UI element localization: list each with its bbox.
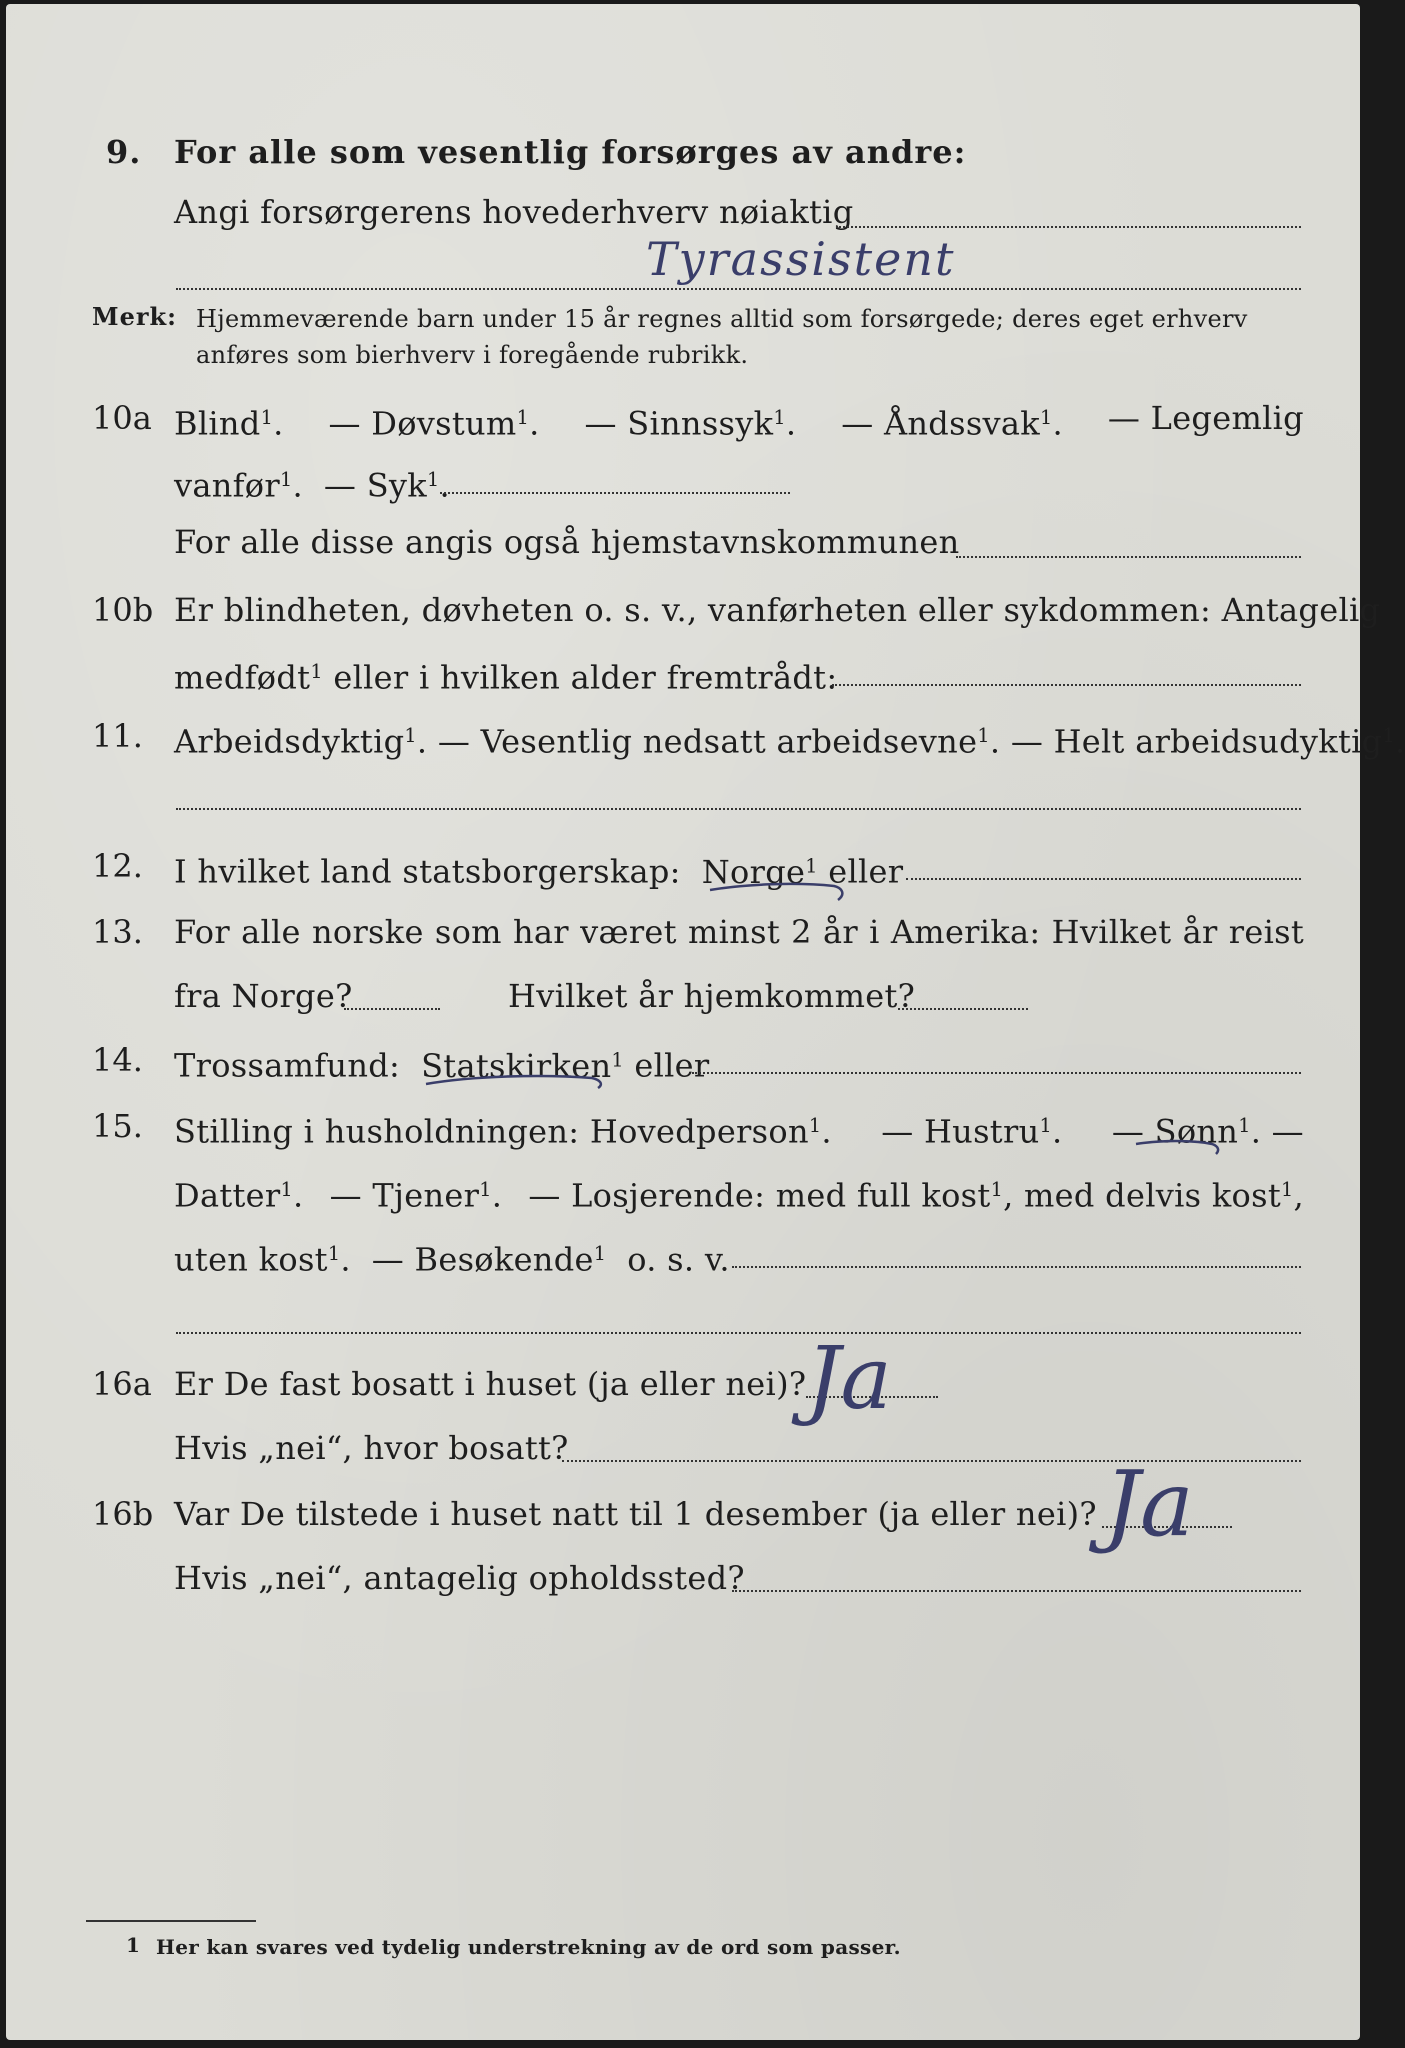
q16a-line1: Er De fast bosatt i huset (ja eller nei)? <box>174 1365 807 1403</box>
q10a-dovstum: — Døvstum$^1$. <box>328 404 540 443</box>
q12-line: I hvilket land statsborgerskap: Norge$^1$ eller <box>174 852 904 891</box>
merk-line2: anføres som bierhverv i foregående rubrikk. <box>196 341 749 369</box>
q13-number: 13. <box>92 913 143 951</box>
q16b-line1: Var De tilstede i huset natt til 1 desember (ja eller nei)? <box>174 1495 1097 1533</box>
q10b-number: 10b <box>92 591 154 629</box>
q10a-syk-line[interactable] <box>440 492 790 494</box>
census-form-page <box>6 4 1405 2040</box>
q10a-line2: vanfør$^1$. — Syk$^1$. <box>174 466 450 505</box>
q14-line: Trossamfund: Statskirken$^1$ eller <box>174 1046 710 1085</box>
q16b-line2: Hvis „nei“, antagelig opholdssted? <box>174 1559 745 1597</box>
q12-answer-line[interactable] <box>906 878 1301 880</box>
q10a-sinnssyk: — Sinnssyk$^1$. <box>584 404 797 443</box>
q10b-answer-line[interactable] <box>832 684 1301 686</box>
q10a-hjemstavn-line[interactable] <box>956 556 1301 558</box>
footnote-rule <box>86 1920 256 1922</box>
q15-line2: Datter$^1$. — Tjener$^1$. — Losjerende: med full kost$^1$, med delvis kost$^1$, <box>174 1176 1304 1215</box>
q15-answer-line-2[interactable] <box>176 1332 1301 1334</box>
q13-hjem-line[interactable] <box>898 1008 1028 1010</box>
q16b-number: 16b <box>92 1495 154 1533</box>
q10a-number: 10a <box>92 399 152 437</box>
q16b-handwritten-answer: Ja <box>1104 1452 1194 1557</box>
q9-line2: Angi forsørgerens hovederhverv nøiaktig <box>174 193 854 231</box>
q10a-line3: For alle disse angis også hjemstavnskommunen <box>174 523 960 561</box>
q10b-line2: medfødt$^1$ eller i hvilken alder fremtrådt: <box>174 658 838 697</box>
q10b-line1: Er blindheten, døvheten o. s. v., vanførheten eller sykdommen: Antagelig <box>174 591 1381 629</box>
q14-statskirken-option[interactable]: Statskirken$^1$ <box>421 1046 624 1085</box>
q9-answer-line-2[interactable] <box>176 288 1301 290</box>
q10a-andssvak: — Åndssvak$^1$. <box>841 404 1063 443</box>
q12-number: 12. <box>92 847 143 885</box>
merk-label: Merk: <box>92 302 177 331</box>
q15-line3: uten kost$^1$. — Besøkende$^1$ o. s. v. <box>174 1240 730 1279</box>
q13-fra: fra Norge? <box>174 977 353 1015</box>
q11-line: Arbeidsdyktig$^1$. — Vesentlig nedsatt arbeidsevne$^1$. — Helt arbeidsudyktig$^1$. <box>174 722 1405 761</box>
q14-underline-mark <box>422 1068 612 1094</box>
q12-norge-option[interactable]: Norge$^1$ <box>701 852 818 891</box>
q16a-line2: Hvis „nei“, hvor bosatt? <box>174 1429 569 1467</box>
q11-answer-line[interactable] <box>176 808 1301 810</box>
q9-answer-line[interactable] <box>836 226 1301 228</box>
q15-line1: Stilling i husholdningen: Hovedperson$^1$. — Hustru$^1$. — Sønn$^1$. — <box>174 1106 1304 1152</box>
q10a-legemlig: — Legemlig <box>1107 399 1304 437</box>
q11-number: 11. <box>92 717 143 755</box>
q14-answer-line[interactable] <box>692 1072 1301 1074</box>
q14-number: 14. <box>92 1041 143 1079</box>
q15-answer-line[interactable] <box>732 1266 1301 1268</box>
q16b-opholdssted-line[interactable] <box>732 1590 1301 1592</box>
q13-hjem: Hvilket år hjemkommet? <box>508 977 916 1015</box>
q15-number: 15. <box>92 1107 143 1145</box>
q10a-blind: Blind$^1$. <box>174 404 284 443</box>
q15-underline-mark <box>1132 1134 1232 1158</box>
merk-line1: Hjemmeværende barn under 15 år regnes alltid som forsørgede; deres eget erhverv <box>196 305 1248 333</box>
q13-line1: For alle norske som har været minst 2 år i Amerika: Hvilket år reist <box>174 913 1304 951</box>
footnote-text: Her kan svares ved tydelig understrekning av de ord som passer. <box>156 1935 901 1959</box>
q12-underline-mark <box>706 876 856 906</box>
footnote-marker: 1 <box>126 1933 141 1957</box>
q10a-line1 <box>174 398 1304 444</box>
q9-line1: For alle som vesentlig forsørges av andre: <box>174 133 967 171</box>
q13-fra-line[interactable] <box>344 1008 440 1010</box>
q9-number: 9. <box>106 133 142 171</box>
q9-handwritten-answer: Tyrassistent <box>646 232 956 286</box>
q15-sonn-option[interactable]: — Sønn$^1$. — <box>1111 1112 1304 1151</box>
q16a-handwritten-answer: Ja <box>806 1329 892 1429</box>
q16a-number: 16a <box>92 1365 152 1403</box>
